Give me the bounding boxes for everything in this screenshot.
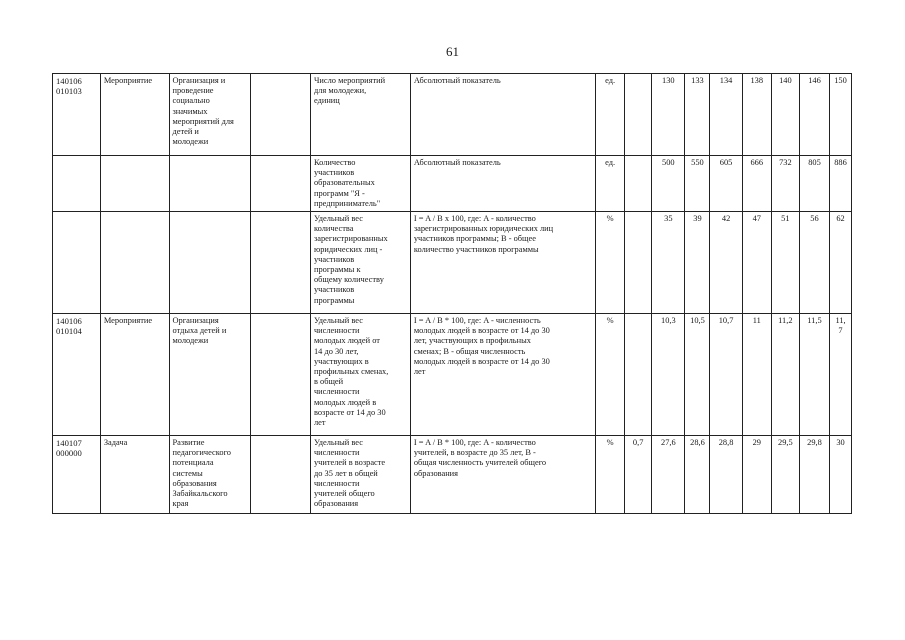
year-value-cell: 35 [652,212,685,314]
table-row [53,436,852,514]
unit-cell: % [596,436,625,514]
year-value-cell: 150 [830,74,852,156]
goal-code-cell [53,156,101,212]
unit-cell: ед. [596,74,625,156]
year-value-cell: 550 [685,156,710,212]
year-value-cell: 28,8 [710,436,742,514]
year-value-cell: 28,6 [685,436,710,514]
base-value-cell [625,74,652,156]
year-value-cell: 11 [742,314,771,436]
goal-code-cell [53,212,101,314]
year-value-cell: 134 [710,74,742,156]
year-value-cell: 605 [710,156,742,212]
year-value-cell: 138 [742,74,771,156]
item-type-cell [100,212,169,314]
blank-cell [250,156,310,212]
blank-cell [250,212,310,314]
unit-cell: ед. [596,156,625,212]
method-cell: Абсолютный показатель [410,74,595,156]
year-value-cell: 140 [771,74,799,156]
year-value-cell: 805 [799,156,829,212]
year-value-cell: 42 [710,212,742,314]
method-cell: Абсолютный показатель [410,156,595,212]
item-type-cell: Задача [100,436,169,514]
year-value-cell: 732 [771,156,799,212]
table-row [53,314,852,436]
table-row [53,74,852,156]
goal-code-cell: 140107 000000 [53,436,101,514]
item-name-cell: Развитие педагогического потенциала системы образования Забайкальского края [169,436,250,514]
item-name-cell [169,156,250,212]
indicator-name-cell: Количество участников образовательных программ "Я - предприниматель" [310,156,410,212]
item-name-cell [169,212,250,314]
base-value-cell [625,314,652,436]
method-cell: I = A / B * 100, где: A - численность молодых людей в возрасте от 14 до 30 лет, участвующих в профильных сменах; B - общая численность молодых людей в возрасте от 14 до 30 лет [410,314,595,436]
year-value-cell: 51 [771,212,799,314]
year-value-cell: 29 [742,436,771,514]
year-value-cell: 130 [652,74,685,156]
year-value-cell: 30 [830,436,852,514]
year-value-cell: 11, 7 [830,314,852,436]
year-value-cell: 500 [652,156,685,212]
page-number: 61 [446,44,459,59]
item-type-cell [100,156,169,212]
blank-cell [250,74,310,156]
goal-code-cell: 140106 010104 [53,314,101,436]
year-value-cell: 886 [830,156,852,212]
year-value-cell: 11,5 [799,314,829,436]
year-value-cell: 10,3 [652,314,685,436]
indicator-name-cell: Число мероприятий для молодежи, единиц [310,74,410,156]
item-type-cell: Мероприятие [100,74,169,156]
indicator-name-cell: Удельный вес количества зарегистрированных юридических лиц - участников программы к общему количеству участников программы [310,212,410,314]
base-value-cell [625,156,652,212]
base-value-cell [625,212,652,314]
year-value-cell: 11,2 [771,314,799,436]
year-value-cell: 56 [799,212,829,314]
blank-cell [250,314,310,436]
item-type-cell: Мероприятие [100,314,169,436]
year-value-cell: 47 [742,212,771,314]
year-value-cell: 29,8 [799,436,829,514]
year-value-cell: 10,5 [685,314,710,436]
year-value-cell: 146 [799,74,829,156]
item-name-cell: Организация отдыха детей и молодежи [169,314,250,436]
year-value-cell: 62 [830,212,852,314]
item-name-cell: Организация и проведение социально значимых мероприятий для детей и молодежи [169,74,250,156]
table-row [53,212,852,314]
table-row [53,156,852,212]
unit-cell: % [596,212,625,314]
year-value-cell: 27,6 [652,436,685,514]
year-value-cell: 666 [742,156,771,212]
indicators-table [52,73,852,514]
indicator-name-cell: Удельный вес численности учителей в возрасте до 35 лет в общей численности учителей общего образования [310,436,410,514]
blank-cell [250,436,310,514]
method-cell: I = A / B * 100, где: A - количество учителей, в возрасте до 35 лет, B - общая численность учителей общего образования [410,436,595,514]
year-value-cell: 29,5 [771,436,799,514]
year-value-cell: 39 [685,212,710,314]
year-value-cell: 10,7 [710,314,742,436]
unit-cell: % [596,314,625,436]
table-body [53,74,852,514]
goal-code-cell: 140106 010103 [53,74,101,156]
method-cell: I = A / B x 100, где: A - количество зарегистрированных юридических лиц участников программы; B - общее количество участников программы [410,212,595,314]
year-value-cell: 133 [685,74,710,156]
base-value-cell: 0,7 [625,436,652,514]
indicator-name-cell: Удельный вес численности молодых людей от 14 до 30 лет, участвующих в профильных сменах, в общей численности молодых людей в возрасте от 14 до 30 лет [310,314,410,436]
